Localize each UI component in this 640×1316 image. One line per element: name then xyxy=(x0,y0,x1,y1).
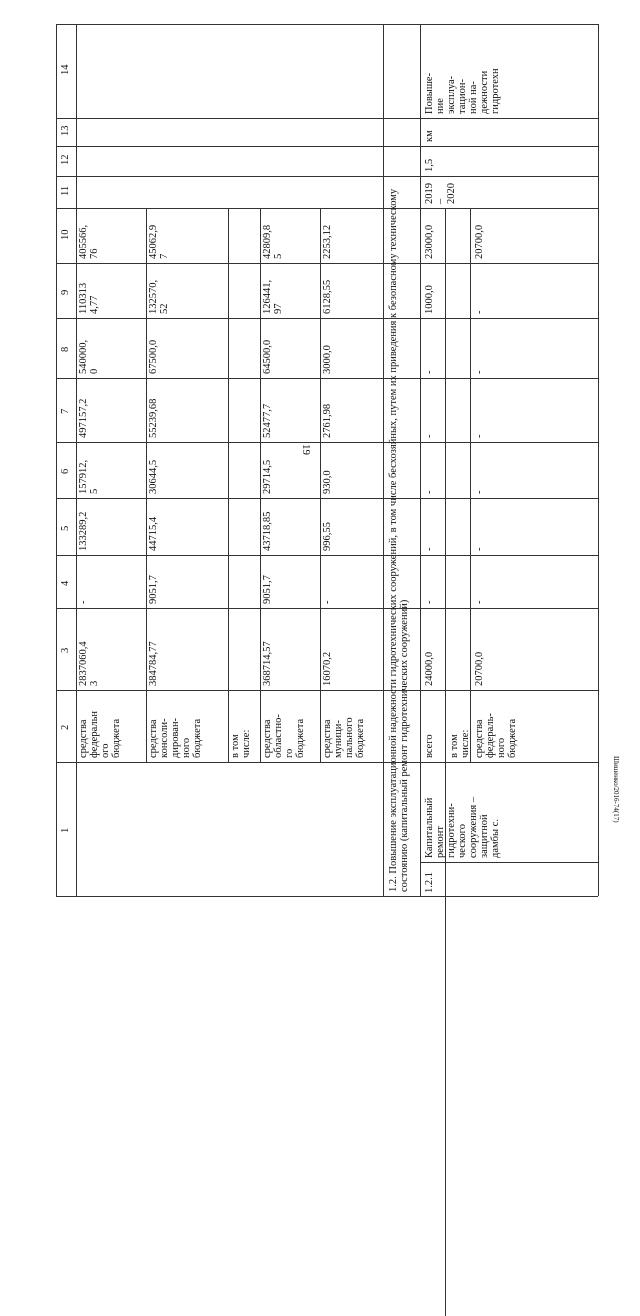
section-title: состоянию (капитальный ремонт гидротехнических сооружений) xyxy=(399,599,410,892)
column-header-13: 13 xyxy=(60,125,71,136)
cell-c6: 5 xyxy=(89,488,100,494)
table-line xyxy=(320,208,321,762)
table-line xyxy=(56,146,598,147)
column-header-4: 4 xyxy=(60,580,71,586)
row-label: областно- xyxy=(273,714,284,758)
cell-c6: 157912, xyxy=(78,459,89,494)
item-cell-c3: 20700,0 xyxy=(474,651,485,686)
table-line xyxy=(56,762,598,763)
row-label: в том xyxy=(230,734,241,758)
column-header-6: 6 xyxy=(60,468,71,474)
item-cell-c7: - xyxy=(424,434,435,438)
column-header-8: 8 xyxy=(60,346,71,352)
item-result: гидротехн xyxy=(490,68,501,114)
column-header-12: 12 xyxy=(60,154,71,165)
item-cell-c8: - xyxy=(424,370,435,374)
table-line xyxy=(146,208,147,762)
cell-c10: 42809,8 xyxy=(262,224,273,259)
item-row-label: всего xyxy=(424,734,435,758)
item-cell-c5: - xyxy=(424,547,435,551)
cell-c9: 97 xyxy=(273,303,284,314)
item-cell-c4: - xyxy=(474,600,485,604)
table-line xyxy=(260,208,261,762)
item-name: Капитальный xyxy=(424,797,435,858)
row-label: бюджета xyxy=(355,718,366,758)
cell-c10: 76 xyxy=(89,248,100,259)
column-header-1: 1 xyxy=(60,827,71,833)
item-cell-c9: 1000,0 xyxy=(424,285,435,314)
item-period: 2019 xyxy=(424,183,435,204)
cell-c6: 29714,5 xyxy=(262,459,273,494)
item-unit: км xyxy=(424,130,435,142)
column-header-2: 2 xyxy=(60,724,71,730)
item-period: 2020 xyxy=(446,183,457,204)
table-line xyxy=(76,24,77,896)
column-header-5: 5 xyxy=(60,525,71,531)
table-line xyxy=(56,24,57,896)
page-number: 19 xyxy=(300,444,312,455)
table-line xyxy=(383,24,384,896)
table-line xyxy=(56,208,598,209)
cell-c9: 132570, xyxy=(148,279,159,314)
table-line xyxy=(56,263,598,264)
column-header-3: 3 xyxy=(60,647,71,653)
item-row-label: числе: xyxy=(460,729,471,758)
cell-c5: 44715,4 xyxy=(148,516,159,551)
cell-c5: 133289,2 xyxy=(78,511,89,551)
item-cell-c6: - xyxy=(474,490,485,494)
column-header-10: 10 xyxy=(60,229,71,240)
item-result: дежности xyxy=(479,70,490,114)
cell-c6: 30644,5 xyxy=(148,459,159,494)
item-result: ной на- xyxy=(468,81,479,114)
cell-c7: 497157,2 xyxy=(78,398,89,438)
column-header-11: 11 xyxy=(60,185,71,196)
cell-c5: 43718,85 xyxy=(262,511,273,551)
cell-c5: 996,55 xyxy=(322,522,333,551)
row-label: средства xyxy=(148,719,159,758)
item-cell-c10: 23000,0 xyxy=(424,224,435,259)
item-number: 1.2.1 xyxy=(424,872,435,893)
item-cell-c3: 24000,0 xyxy=(424,651,435,686)
table-line xyxy=(56,318,598,319)
table-line xyxy=(420,862,598,863)
row-label: дирован- xyxy=(170,717,181,758)
column-header-7: 7 xyxy=(60,408,71,414)
row-label: бюджета xyxy=(295,718,306,758)
cell-c3: 16070,2 xyxy=(322,651,333,686)
cell-c7: 52477,7 xyxy=(262,403,273,438)
cell-c10: 7 xyxy=(159,253,170,259)
item-period: – xyxy=(435,198,446,204)
item-name: гидротехни- xyxy=(446,803,457,858)
cell-c3: 3 xyxy=(89,680,100,686)
item-cell-c6: - xyxy=(424,490,435,494)
cell-c4: - xyxy=(322,600,333,604)
item-name: ческого xyxy=(457,824,468,858)
cell-c7: 2761,98 xyxy=(322,403,333,438)
item-result: ние xyxy=(435,98,446,114)
item-row-label: бюджета xyxy=(507,718,518,758)
cell-c10: 405566, xyxy=(78,224,89,259)
cell-c9: 6128,55 xyxy=(322,279,333,314)
row-label: консоли- xyxy=(159,718,170,758)
cell-c8: 64500,0 xyxy=(262,339,273,374)
cell-c4: 9051,7 xyxy=(262,575,273,604)
cell-c8: 540000, xyxy=(78,339,89,374)
cell-c10: 2253,12 xyxy=(322,224,333,259)
cell-c10: 45062,9 xyxy=(148,224,159,259)
item-result: тацион- xyxy=(457,79,468,114)
table-line xyxy=(445,208,446,762)
cell-c4: - xyxy=(78,600,89,604)
table-line xyxy=(56,690,598,691)
cell-c9: 110313 xyxy=(78,282,89,314)
footer-code: Шишенко/2016-74(17) xyxy=(612,756,620,823)
item-name: защитной xyxy=(479,814,490,858)
cell-c8: 67500,0 xyxy=(148,339,159,374)
table-line xyxy=(420,24,421,896)
cell-c9: 52 xyxy=(159,303,170,314)
item-name: сооружения – xyxy=(468,796,479,858)
row-label: муници- xyxy=(333,720,344,758)
item-cell-c9: - xyxy=(474,310,485,314)
item-row-label: в том xyxy=(449,734,460,758)
cell-c10: 5 xyxy=(273,253,284,259)
item-name: дамбы с. xyxy=(490,819,501,858)
table-line xyxy=(470,208,471,762)
row-label: бюджета xyxy=(111,718,122,758)
item-name: ремонт xyxy=(435,825,446,858)
row-label: ого xyxy=(100,743,111,758)
item-result: эксплуа- xyxy=(446,75,457,114)
cell-c3: 368714,57 xyxy=(262,641,273,686)
table-line xyxy=(228,208,229,762)
item-length: 1,5 xyxy=(424,158,435,172)
row-label: средства xyxy=(322,719,333,758)
column-header-9: 9 xyxy=(60,289,71,295)
table-line xyxy=(56,176,598,177)
section-title: 1.2. Повышение эксплуатационной надежности гидротехнических сооружений, в том числе бесхозяйных, путем их приведения к безопасному техническому xyxy=(388,188,399,892)
table-line xyxy=(56,555,598,556)
table-line xyxy=(56,118,598,119)
item-cell-c5: - xyxy=(474,547,485,551)
table-line xyxy=(56,24,598,25)
item-cell-c4: - xyxy=(424,600,435,604)
cell-c4: 9051,7 xyxy=(148,575,159,604)
row-label: го xyxy=(284,748,295,758)
row-label: средства xyxy=(78,719,89,758)
table-line xyxy=(56,442,598,443)
row-label: бюджета xyxy=(192,718,203,758)
cell-c3: 384784,77 xyxy=(148,641,159,686)
row-label: средства xyxy=(262,719,273,758)
item-cell-c7: - xyxy=(474,434,485,438)
item-row-label: федераль- xyxy=(485,713,496,758)
row-label: ного xyxy=(181,737,192,758)
row-label: числе: xyxy=(241,729,252,758)
table-line xyxy=(56,378,598,379)
cell-c6: 930,0 xyxy=(322,470,333,494)
table-line xyxy=(598,24,599,896)
row-label: федеральн xyxy=(89,711,100,758)
column-header-14: 14 xyxy=(60,64,71,75)
item-row-label: ного xyxy=(496,737,507,758)
table-line xyxy=(56,498,598,499)
cell-c8: 0 xyxy=(89,368,100,374)
table-line xyxy=(56,896,598,897)
table-line xyxy=(56,608,598,609)
cell-c7: 55239,68 xyxy=(148,398,159,438)
item-cell-c10: 20700,0 xyxy=(474,224,485,259)
cell-c3: 2837060,4 xyxy=(78,641,89,686)
row-label: пального xyxy=(344,717,355,758)
cell-c8: 3000,0 xyxy=(322,345,333,374)
item-row-label: средства xyxy=(474,719,485,758)
item-cell-c8: - xyxy=(474,370,485,374)
item-result: Повыше- xyxy=(424,72,435,114)
cell-c9: 4,77 xyxy=(89,295,100,314)
cell-c9: 126441, xyxy=(262,279,273,314)
